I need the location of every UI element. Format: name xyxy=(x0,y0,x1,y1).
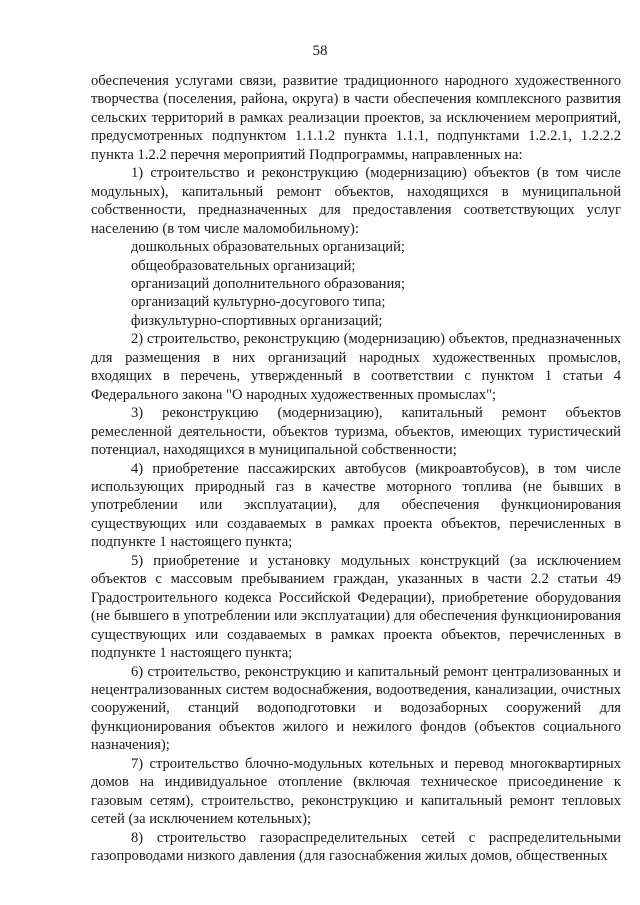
list-item-additional-education: организаций дополнительного образования; xyxy=(131,275,406,292)
body-text xyxy=(91,72,621,865)
list-item-cultural-leisure: организаций культурно-досугового типа; xyxy=(131,294,386,311)
paragraph-item-7: 7) строительство блочно-модульных котельных и перевод многоквартирных домов на индивидуальное отопление (включая техническое присоединение к газовым сетям), строительство, реконструкцию и капитальный ремонт тепловых сетей (за исключением котельных); xyxy=(91,755,621,828)
paragraph-item-8: 8) строительство газораспределительных сетей с распределительными газопроводами низкого давления (для газоснабжения жилых домов, общественных xyxy=(91,829,621,865)
page-number: 58 xyxy=(312,43,328,59)
list-item-general-education: общеобразовательных организаций; xyxy=(131,257,356,274)
paragraph-item-6: 6) строительство, реконструкцию и капитальный ремонт централизованных и нецентрализованных систем водоснабжения, водоотведения, канализации, очистных сооружений, станций водоподготовки и водозаборных сооружений для функционирования объектов жилого и нежилого фондов (объектов социального назначения); xyxy=(91,663,621,754)
list-item-sports: физкультурно-спортивных организаций; xyxy=(131,312,383,329)
list-item-preschool: дошкольных образовательных организаций; xyxy=(131,239,405,256)
paragraph-item-5: 5) приобретение и установку модульных конструкций (за исключением объектов с массовым пребыванием граждан, указанных в части 2.2 статьи 49 Градостроительного кодекса Российской Федерации), приобретение оборудования (не бывшего в употреблении или эксплуатации) для обеспечения функционирования существующих или создаваемых в рамках проекта объектов, перечисленных в подпункте 1 настоящего пункта; xyxy=(91,552,621,662)
paragraph-item-1: 1) строительство и реконструкцию (модернизацию) объектов (в том числе модульных), капитальный ремонт объектов, находящихся в муниципальной собственности, предназначенных для предоставления соответствующих услуг населению (в том числе маломобильному): xyxy=(91,165,621,237)
paragraph-item-3: 3) реконструкцию (модернизацию), капитальный ремонт объектов ремесленной деятельности, объектов туризма, объектов, имеющих туристический потенциал, находящихся в муниципальной собственности; xyxy=(91,405,621,459)
paragraph-intro-continuation: обеспечения услугами связи, развитие традиционного народного художественного творчества (поселения, района, округа) в части обеспечения комплексного развития сельских территорий в рамках реализации проектов, за исключением мероприятий, предусмотренных подпунктом 1.1.1.2 пункта 1.1.1, подпунктами 1.2.2.1, 1.2.2.2 пункта 1.2.2 перечня мероприятий Подпрограммы, направленных на: xyxy=(91,73,621,163)
paragraph-item-4: 4) приобретение пассажирских автобусов (микроавтобусов), в том числе использующих природный газ в качестве моторного топлива (не бывших в употреблении или эксплуатации), для обеспечения функционирования существующих или создаваемых в рамках проекта объектов, перечисленных в подпункте 1 настоящего пункта; xyxy=(91,460,621,551)
paragraph-item-2: 2) строительство, реконструкцию (модернизацию) объектов, предназначенных для размещения в них организаций народных художественных промыслов, входящих в перечень, утвержденный в соответствии с пунктом 1 статьи 4 Федерального закона "О народных художественных промыслах"; xyxy=(91,331,621,403)
